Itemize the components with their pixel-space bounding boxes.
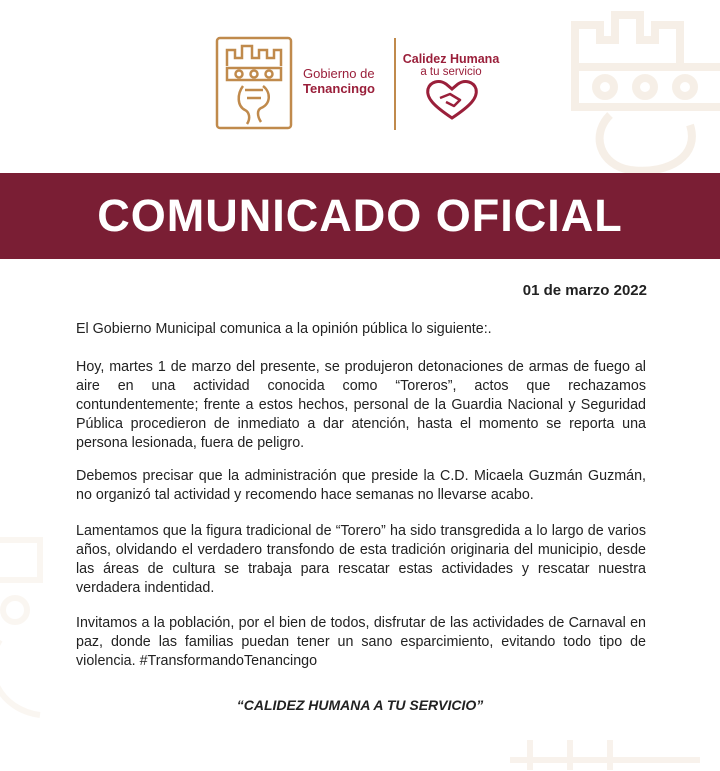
closing-slogan: “CALIDEZ HUMANA A TU SERVICIO” [236, 697, 484, 713]
tenancingo-emblem-icon [215, 36, 293, 130]
slogan-line1: Calidez Humana [402, 52, 500, 66]
header [0, 0, 720, 173]
paragraph-intro: El Gobierno Municipal comunica a la opinión pública lo siguiente:. [76, 321, 492, 337]
paragraph-invitation: Invitamos a la población, por el bien de todos, disfrutar de las actividades de Carnaval en paz, donde las familias puedan tener un sano esparcimiento, evitando todo tipo de violencia. #TransformandoTenancingo [76, 615, 646, 669]
paragraph-tradition: Lamentamos que la figura tradicional de “Torero” ha sido transgredida a lo largo de varios años, olvidando el verdadero transfondo de esta tradición originaria del municipio, desde las áreas de cultura se trabaja para rescatar estas actividades y rescatar nuestra verdadera indentidad. [76, 523, 646, 596]
page-title: COMUNICADO OFICIAL [97, 190, 623, 241]
slogan-line2: a tu servicio [420, 66, 482, 78]
heart-handshake-icon [424, 78, 480, 120]
government-logo-text [303, 66, 393, 96]
title-banner [0, 173, 720, 259]
paragraph-clarification: Debemos precisar que la administración que preside la C.D. Micaela Guzmán Guzmán, no organizó tal actividad y recomendo hace semanas no llevarse acabo. [76, 468, 646, 503]
document-date: 01 de marzo 2022 [522, 282, 647, 299]
government-logo-line1: Gobierno de [303, 66, 375, 81]
government-logo-line2: Tenancingo [303, 81, 375, 96]
slogan-logo-text [401, 52, 501, 79]
paragraph-incident: Hoy, martes 1 de marzo del presente, se produjeron detonaciones de armas de fuego al aire en una actividad conocida como “Toreros”, actos que rechazamos contundentemente; frente a estos hechos, personal de la Guardia Nacional y Seguridad Pública procedieron de inmediato a dar atención, hasta el momento se reporta una persona lesionada, fuera de peligro. [76, 359, 646, 451]
logo-divider [394, 38, 396, 130]
